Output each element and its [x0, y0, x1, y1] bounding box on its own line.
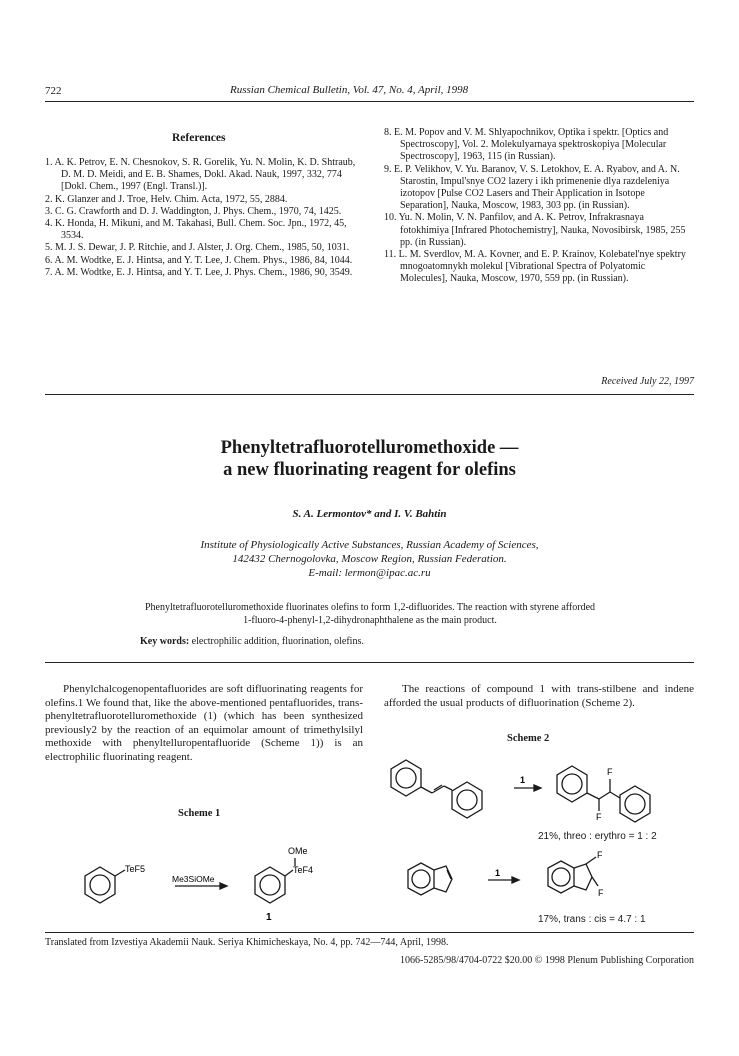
body-paragraph-left: Phenylchalcogenopentafluorides are soft difluorinating reagents for olefins.1 We found that, like the above-mentioned pentafluorides, trans-phenyltetrafluorotelluromethoxide (1) (which has been synthesized previously2 by the reaction of an equimolar amount of trimethylsilyl methoxide with phenyltelluropentafluoride (Scheme 1)) is an electrophilic fluorinating reagent. — [45, 683, 363, 763]
reference-8: 8. E. M. Popov and V. M. Shlyapochnikov, Optika i spektr. [Optics and Spectroscopy], Vol. 2. Molekulyarnaya spektroskopiya [Molecular Spectroscopy], 1963, 115 (in Russian). — [384, 127, 669, 163]
reference-10: 10. Yu. N. Molin, V. N. Panfilov, and A. K. Petrov, Infrakrasnaya fotokhimiya [Infrared Photochemistry], Nauka, Novosibirsk, 1985, 255 pp. (in Russian). — [384, 212, 686, 248]
product-aromatic-2 — [625, 794, 645, 814]
reference-4: 4. K. Honda, H. Mikuni, and M. Takahasi, Bull. Chem. Soc. Jpn., 1972, 45, 3534. — [45, 218, 347, 242]
aromatic-circle-1 — [90, 875, 110, 895]
stilbene-bond-b — [444, 786, 452, 790]
received-date: Received July 22, 1997 — [601, 376, 694, 387]
scheme-1-diagram — [55, 840, 365, 930]
scheme-2-caption-1: 21%, threo : erythro = 1 : 2 — [538, 831, 657, 842]
fluorine-label-2: F — [596, 812, 602, 822]
references-right-column — [384, 127, 694, 286]
stilbene-aromatic-2 — [457, 790, 477, 810]
arrowhead-2 — [534, 785, 541, 791]
affiliation-line-2: 142432 Chernogolovka, Moscow Region, Russian Federation. — [232, 553, 507, 565]
references-left-column — [45, 157, 363, 279]
arrowhead-3 — [512, 877, 519, 883]
compound-1-number: 1 — [266, 912, 272, 923]
stilbene-aromatic-1 — [396, 768, 416, 788]
scheme-2-caption-2: 17%, trans : cis = 4.7 : 1 — [538, 914, 646, 925]
bond-te-product — [285, 870, 293, 876]
ome-label: OMe — [288, 846, 308, 856]
section-rule — [45, 394, 694, 395]
keywords-text: electrophilic addition, fluorination, olefins. — [191, 636, 364, 647]
aromatic-circle-2 — [260, 875, 280, 895]
translation-note: Translated from Izvestiya Akademii Nauk. Seriya Khimicheskaya, No. 4, pp. 742—744, April, 1998. — [45, 937, 449, 948]
page-number: 722 — [45, 85, 62, 97]
tef4-label: TeF4 — [293, 865, 314, 875]
article-title-line-1: Phenyltetrafluorotelluromethoxide — — [220, 438, 519, 458]
arrow-label-2: 1 — [495, 868, 501, 878]
product-bond-b — [599, 792, 610, 799]
bond-te — [115, 870, 125, 876]
product-bond-c — [610, 792, 620, 798]
authors: S. A. Lermontov* and I. V. Bahtin — [292, 508, 447, 520]
bond-f-lower — [592, 877, 598, 886]
abstract: Phenyltetrafluorotelluromethoxide fluorinates olefins to form 1,2-difluorides. The reaction with styrene afforded 1-fluoro-4-phenyl-1,2-dihydronaphthalene as the main product. — [144, 602, 596, 626]
body-paragraph-right: The reactions of compound 1 with trans-stilbene and indene afforded the usual products of difluorination (Scheme 2). — [384, 683, 694, 709]
email: E-mail: lermon@ipac.ac.ru — [308, 567, 431, 579]
indene-aromatic — [412, 870, 430, 888]
running-head: Russian Chemical Bulletin, Vol. 47, No. 4, April, 1998 — [230, 84, 469, 96]
references-heading: References — [172, 132, 226, 144]
product-aromatic-1 — [562, 774, 582, 794]
reference-11: 11. L. M. Sverdlov, M. A. Kovner, and E. P. Krainov, Kolebatel'nye spektry mnogoatomnykh molekul [Vibrational Spectra of Polyatomic Molecules], Nauka, Moscow, 1970, 559 pp. (in Russian). — [384, 249, 686, 285]
fluorine-label-3: F — [597, 850, 603, 860]
scheme-2-title: Scheme 2 — [507, 733, 550, 744]
reference-5: 5. M. J. S. Dewar, J. P. Ritchie, and J. Alster, J. Org. Chem., 1985, 50, 1031. — [45, 242, 350, 254]
fluorine-label-1: F — [607, 767, 613, 777]
keywords — [140, 636, 600, 647]
affiliation — [0, 538, 739, 580]
conditions-label: Me3SiOMe — [172, 874, 215, 884]
arrowhead-1 — [220, 883, 227, 889]
difluoroindane-ring-5 — [574, 864, 592, 890]
fluorine-label-4: F — [598, 888, 604, 898]
bond-f-upper — [586, 857, 596, 864]
copyright-line: 1066-5285/98/4704-0722 $20.00 © 1998 Plenum Publishing Corporation — [400, 955, 694, 966]
article-title-line-2: a new fluorinating reagent for olefins — [223, 460, 516, 480]
reference-6: 6. A. M. Wodtke, E. J. Hintsa, and Y. T. Lee, J. Chem. Phys., 1986, 84, 1044. — [45, 254, 353, 266]
reference-3: 3. C. G. Crawforth and D. J. Waddington, J. Phys. Chem., 1970, 74, 1425. — [45, 205, 342, 217]
tef5-label: TeF5 — [125, 864, 146, 874]
reference-9: 9. E. P. Velikhov, V. Yu. Baranov, V. S. Letokhov, E. A. Ryabov, and A. N. Starostin, Impul'snye CO2 lazery i ikh primenenie dlya razdeleniya izotopov [Pulse CO2 Lasers and Their Application in Isotope Separation], Nauka, Moscow, 1983, 303 pp. (in Russian). — [384, 163, 680, 212]
reference-1: 1. A. K. Petrov, E. N. Chesnokov, S. R. Gorelik, Yu. N. Molin, K. D. Shtraub, D. M. D. Meidi, and E. B. Shames, Dokl. Akad. Nauk, 1997, 332, 774 [Dokl. Chem., 1997 (Engl. Transl.)]. — [45, 157, 356, 193]
scheme-1-title: Scheme 1 — [178, 808, 221, 819]
affiliation-line-1: Institute of Physiologically Active Substances, Russian Academy of Sciences, — [200, 539, 539, 551]
product-bond-a — [587, 793, 599, 799]
reference-2: 2. K. Glanzer and J. Troe, Helv. Chim. Acta, 1972, 55, 2884. — [45, 193, 288, 205]
scheme-2-stilbene — [384, 748, 694, 834]
indene-ring-5 — [434, 866, 452, 892]
header-rule — [45, 101, 694, 102]
stilbene-bond-a — [421, 787, 432, 793]
difluoroindane-aromatic — [552, 868, 570, 886]
reference-7: 7. A. M. Wodtke, E. J. Hintsa, and Y. T. Lee, J. Phys. Chem., 1986, 90, 3549. — [45, 266, 353, 278]
article-title — [0, 437, 739, 481]
scheme-2-indene — [384, 848, 694, 910]
abstract-rule — [45, 662, 694, 663]
footer-rule — [45, 932, 694, 933]
arrow-label-1: 1 — [520, 775, 526, 785]
keywords-label: Key words: — [140, 636, 190, 647]
